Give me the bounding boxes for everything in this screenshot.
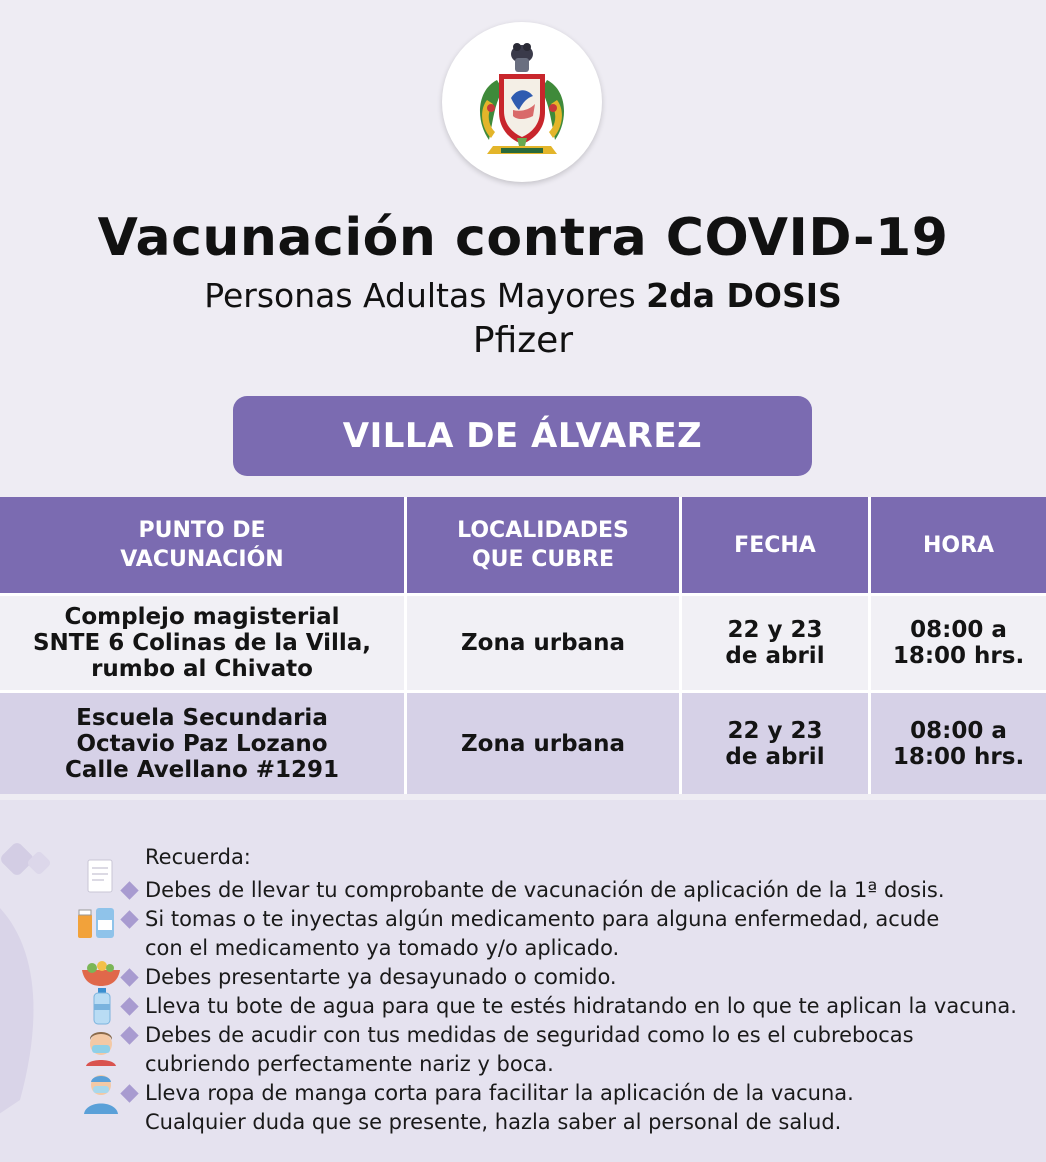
cell-localities: Zona urbana	[407, 693, 682, 794]
poster-title: Vacunación contra COVID-19	[97, 208, 949, 268]
header-vaccination-point: PUNTO DE VACUNACIÓN	[0, 497, 407, 593]
header-time: HORA	[922, 532, 995, 558]
cell-time: 08:00 a 18:00 hrs.	[892, 617, 1025, 669]
coat-of-arms-emblem	[442, 22, 602, 182]
reminders-title: Recuerda:	[145, 845, 251, 869]
cell-date: 22 y 23 de abril	[682, 596, 871, 690]
subtitle-dose: 2da DOSIS	[646, 276, 842, 315]
food-bowl-icon	[76, 958, 126, 988]
cell-vaccination-point: Escuela Secundaria Octavio Paz Lozano Calle Avellano #1291	[0, 693, 407, 794]
decorative-shapes	[0, 840, 70, 1140]
list-item: Debes de llevar tu comprobante de vacunación de aplicación de la 1ª dosis.	[145, 876, 1035, 905]
list-item: Lleva ropa de manga corta para facilitar la aplicación de la vacuna. Cualquier duda que se presente, hazla saber al personal de salud.	[145, 1079, 1035, 1137]
coat-of-arms-icon	[467, 40, 577, 165]
list-item: Debes de acudir con tus medidas de seguridad como lo es el cubrebocas cubriendo perfectamente nariz y boca.	[145, 1021, 1035, 1079]
subtitle-audience: Personas Adultas Mayores	[204, 276, 636, 315]
list-item: Debes presentarte ya desayunado o comido.	[145, 963, 1035, 992]
vaccination-schedule-table	[0, 497, 1046, 794]
table-row	[0, 593, 1046, 690]
cell-date: 22 y 23 de abril	[682, 693, 871, 794]
list-item: Lleva tu bote de agua para que te estés hidratando en lo que te aplican la vacuna.	[145, 992, 1035, 1021]
cell-localities: Zona urbana	[407, 596, 682, 690]
table-row	[0, 690, 1046, 794]
vaccine-brand: Pfizer	[472, 320, 574, 361]
reminders-list	[145, 876, 1035, 1137]
health-worker-icon	[76, 1072, 126, 1114]
cell-vaccination-point: Complejo magisterial SNTE 6 Colinas de la Villa, rumbo al Chivato	[0, 596, 407, 690]
table-header-row	[0, 497, 1046, 593]
face-mask-person-icon	[76, 1030, 126, 1066]
header-localities: LOCALIDADES QUE CUBRE	[407, 497, 682, 593]
municipality-banner: VILLA DE ÁLVAREZ	[233, 396, 812, 476]
document-icon	[76, 858, 126, 898]
cell-time: 08:00 a 18:00 hrs.	[892, 717, 1025, 770]
medicine-icon	[76, 904, 126, 942]
list-item: Si tomas o te inyectas algún medicamento para alguna enfermedad, acude con el medicamento ya tomado y/o aplicado.	[145, 905, 1035, 963]
water-bottle-icon	[76, 986, 126, 1026]
poster-subtitle	[0, 276, 1046, 315]
header-date: FECHA	[682, 497, 871, 593]
